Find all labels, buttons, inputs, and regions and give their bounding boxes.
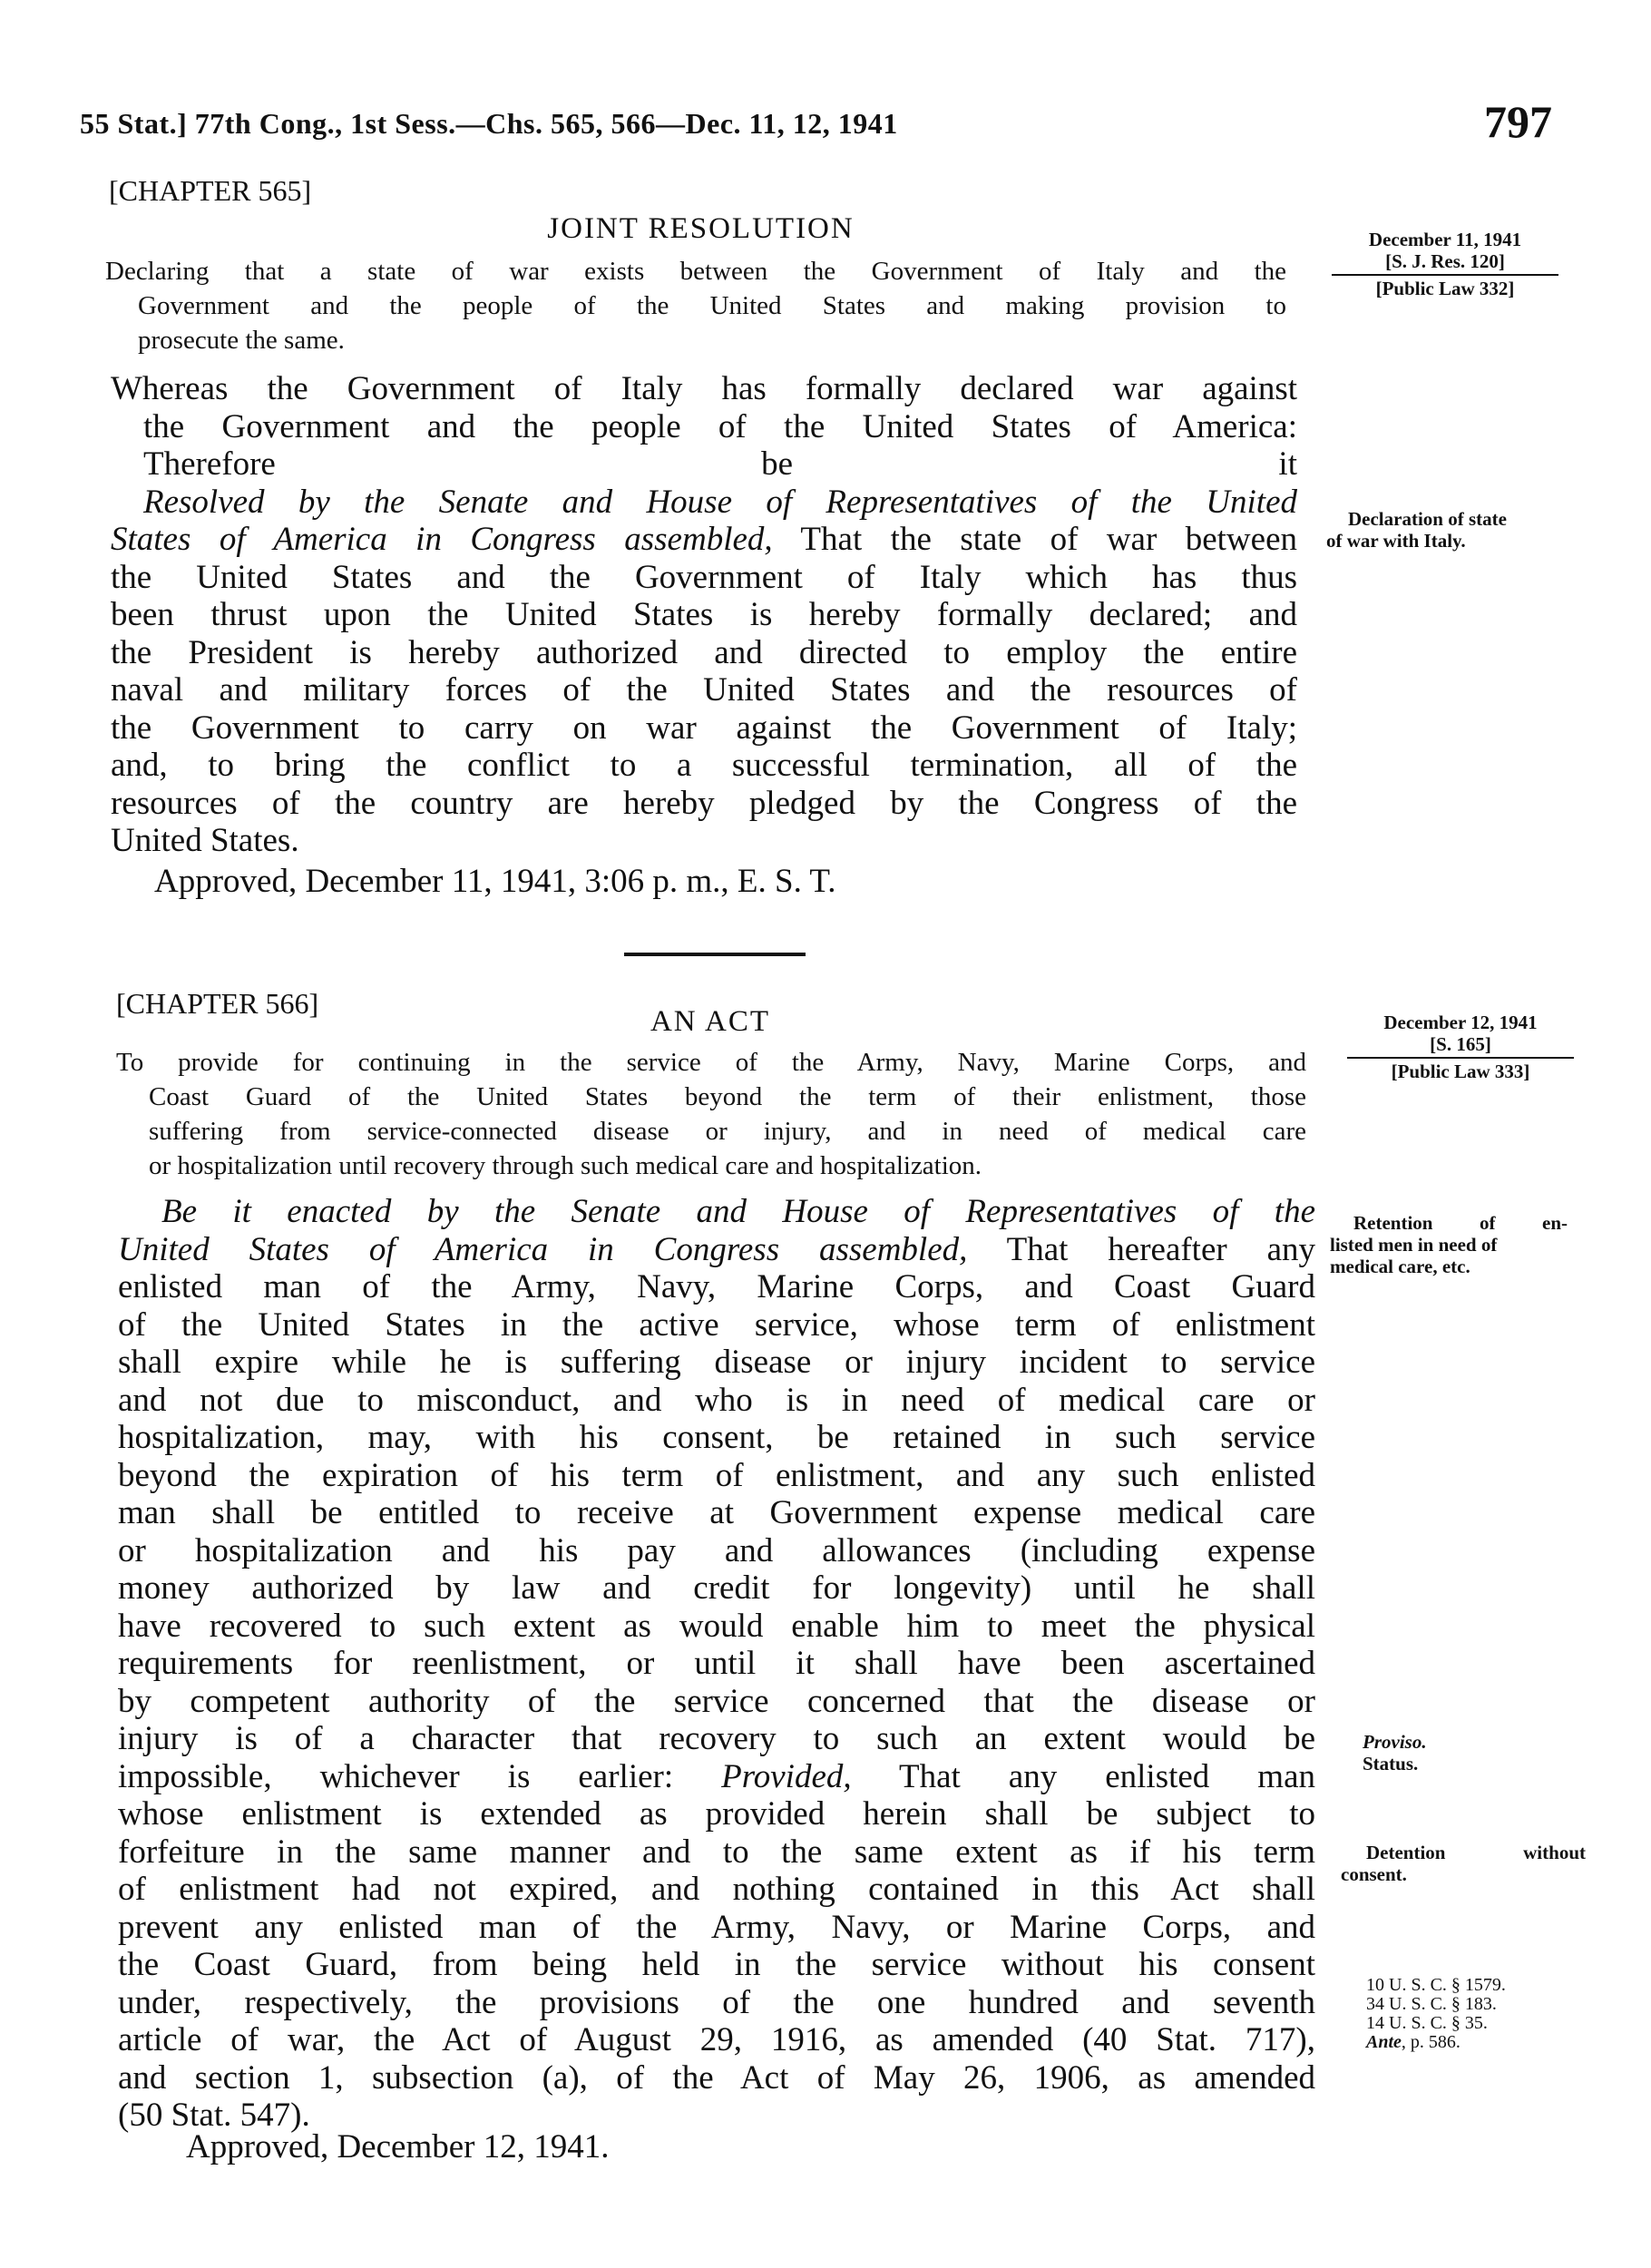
margin-note-line: listed men in need of	[1330, 1234, 1498, 1256]
body-line	[118, 1193, 1315, 1231]
body-line	[118, 1306, 1315, 1344]
body-line	[118, 1569, 1315, 1608]
body-line	[111, 445, 1297, 484]
text: shall expire while he is suffering disease or injury incident to service	[118, 1344, 1315, 1381]
text: have recovered to such extent as would enable him to meet the physical	[118, 1607, 1315, 1645]
body-line	[111, 634, 1297, 672]
chapter-566-margin-citation	[1347, 1012, 1574, 1082]
body-line	[111, 747, 1297, 785]
text: article of war, the Act of August 29, 1916, as amended (40 Stat. 717),	[118, 2021, 1315, 2058]
text: the Government and the people of the United States of America:	[143, 407, 1297, 445]
text: of the United States in the active service, whose term of enlistment	[118, 1305, 1315, 1344]
running-head: 55 Stat.] 77th Cong., 1st Sess.—Chs. 565, 566—Dec. 11, 12, 1941	[80, 107, 898, 140]
body-line	[118, 1268, 1315, 1306]
text: money authorized by law and credit for longevity) until he shall	[118, 1569, 1315, 1607]
text: man shall be entitled to receive at Government expense medical care	[118, 1494, 1315, 1531]
body-line	[118, 1758, 1315, 1796]
text: beyond the expiration of his term of enlistment, and any such enlisted	[118, 1456, 1315, 1494]
text: That the state of war between	[772, 521, 1297, 558]
text: the Government to carry on war against the Government of Italy;	[111, 709, 1297, 747]
text: of enlistment had not expired, and nothing contained in this Act shall	[118, 1871, 1315, 1908]
margin-divider	[1347, 1057, 1574, 1059]
title-line: suffering from service-connected disease or injury, and in need of medical care	[149, 1117, 1306, 1146]
body-line	[118, 1382, 1315, 1420]
citation: 10 U. S. C. § 1579.	[1366, 1975, 1506, 1995]
text: whose enlistment is extended as provided herein shall be subject to	[118, 1795, 1315, 1833]
body-line	[118, 1419, 1315, 1457]
text: the Coast Guard, from being held in the service without his consent	[118, 1946, 1315, 1983]
body-line	[111, 408, 1297, 446]
chapter-565-margin-citation	[1332, 229, 1558, 299]
margin-note-detention	[1341, 1842, 1586, 1885]
italic-text: States of America in Congress assembled,	[111, 521, 773, 558]
body-line	[118, 1909, 1315, 1947]
chapter-566-body	[118, 1193, 1315, 2135]
margin-note-line: medical care, etc.	[1330, 1256, 1470, 1277]
body-line	[118, 1344, 1315, 1382]
citation: 34 U. S. C. § 183.	[1366, 1994, 1497, 2014]
text: hospitalization, may, with his consent, be retained in such service	[118, 1419, 1315, 1456]
margin-bill: [S. J. Res. 120]	[1385, 250, 1505, 272]
chapter-566-title	[116, 1045, 1306, 1183]
joint-resolution-heading: JOINT RESOLUTION	[547, 212, 855, 245]
chapter-565-title	[105, 254, 1286, 357]
margin-date: December 12, 1941	[1383, 1012, 1538, 1033]
italic-text: United States of America in Congress assembled,	[118, 1230, 968, 1268]
body-line	[118, 1231, 1315, 1269]
body-line	[118, 1683, 1315, 1721]
body-line	[111, 822, 1297, 860]
body-line	[118, 1833, 1315, 1872]
text: and section 1, subsection (a), of the Act of May 26, 1906, as amended	[118, 2058, 1315, 2097]
citation: 14 U. S. C. § 35.	[1366, 2013, 1488, 2033]
title-line: To provide for continuing in the service of the Army, Navy, Marine Corps, and	[116, 1048, 1306, 1077]
body-line	[111, 709, 1297, 748]
body-line	[111, 596, 1297, 634]
italic-text: Be it enacted by the Senate and House of Representatives of the	[161, 1193, 1315, 1230]
margin-public-law: [Public Law 332]	[1375, 278, 1515, 299]
margin-note-line: Detention without	[1366, 1842, 1586, 1863]
body-line	[118, 1608, 1315, 1646]
citation-ante: Ante	[1366, 2032, 1402, 2052]
margin-note-declaration	[1326, 508, 1571, 552]
title-line: or hospitalization until recovery through such medical care and hospitalization.	[149, 1151, 982, 1180]
text: requirements for reenlistment, or until it shall have been ascertained	[118, 1645, 1315, 1682]
margin-proviso: Proviso.	[1363, 1731, 1427, 1753]
body-line	[118, 1946, 1315, 1984]
margin-code-citations	[1366, 1976, 1506, 2052]
body-line	[118, 1795, 1315, 1833]
title-line: Coast Guard of the United States beyond the term of their enlistment, those	[149, 1082, 1306, 1111]
text: injury is of a character that recovery to such an extent would be	[118, 1720, 1315, 1757]
body-line	[118, 1457, 1315, 1495]
text: been thrust upon the United States is hereby formally declared; and	[111, 596, 1297, 633]
title-line: Government and the people of the United States and making provision to	[138, 291, 1286, 320]
body-line	[111, 521, 1297, 559]
title-line: prosecute the same.	[138, 326, 345, 355]
chapter-565-label: [CHAPTER 565]	[109, 174, 312, 207]
chapter-566-approved: Approved, December 12, 1941.	[186, 2128, 610, 2165]
body-line	[118, 1494, 1315, 1532]
text: That any enlisted man	[851, 1757, 1315, 1795]
body-line	[118, 2021, 1315, 2059]
text: the President is hereby authorized and directed to employ the entire	[111, 633, 1297, 671]
body-line	[118, 1871, 1315, 1909]
text: Whereas the Government of Italy has formally declared war against	[111, 370, 1297, 407]
text: Therefore be it	[143, 445, 1297, 483]
citation-page: , p. 586.	[1401, 2032, 1460, 2052]
text: the United States and the Government of Italy which has thus	[111, 558, 1297, 596]
margin-public-law: [Public Law 333]	[1391, 1061, 1530, 1082]
body-line	[111, 559, 1297, 597]
text: naval and military forces of the United States and the resources of	[111, 671, 1297, 709]
text: or hospitalization and his pay and allowances (including expense	[118, 1531, 1315, 1569]
italic-text: Resolved by the Senate and House of Representatives of the United	[143, 483, 1297, 521]
body-line	[118, 1984, 1315, 2022]
chapter-565-body	[111, 370, 1297, 860]
margin-divider	[1332, 274, 1558, 276]
section-divider	[624, 953, 806, 956]
margin-note-retention	[1330, 1212, 1568, 1277]
italic-text: Provided,	[721, 1757, 852, 1795]
body-line	[111, 785, 1297, 823]
citation	[1366, 2033, 1506, 2052]
body-line	[111, 671, 1297, 709]
margin-note-line: Declaration of state	[1348, 508, 1507, 530]
text: impossible, whichever is earlier:	[118, 1757, 722, 1795]
text: resources of the country are hereby pledged by the Congress of the	[111, 784, 1297, 822]
chapter-566-label: [CHAPTER 566]	[116, 987, 319, 1020]
text: United States.	[111, 822, 299, 859]
body-line	[111, 370, 1297, 408]
margin-note-line: of war with Italy.	[1326, 530, 1466, 552]
text: enlisted man of the Army, Navy, Marine Corps, and Coast Guard	[118, 1268, 1315, 1305]
text: forfeiture in the same manner and to the same extent as if his term	[118, 1833, 1315, 1871]
body-line	[111, 484, 1297, 522]
text: and, to bring the conflict to a successful termination, all of the	[111, 747, 1297, 784]
margin-note-proviso	[1363, 1731, 1427, 1774]
title-line: Declaring that a state of war exists between the Government of Italy and the	[105, 257, 1286, 286]
page-number: 797	[1484, 96, 1552, 147]
margin-bill: [S. 165]	[1430, 1033, 1491, 1055]
margin-note-line: Retention of en-	[1353, 1212, 1568, 1234]
body-line	[118, 2059, 1315, 2097]
chapter-565-approved: Approved, December 11, 1941, 3:06 p. m., E. S. T.	[154, 863, 836, 900]
body-line	[118, 1645, 1315, 1683]
text: and not due to misconduct, and who is in need of medical care or	[118, 1381, 1315, 1419]
text: (50 Stat. 547).	[118, 2097, 310, 2134]
margin-date: December 11, 1941	[1368, 229, 1522, 250]
body-line	[118, 1720, 1315, 1758]
text: by competent authority of the service concerned that the disease or	[118, 1682, 1315, 1720]
text: prevent any enlisted man of the Army, Navy, or Marine Corps, and	[118, 1908, 1315, 1946]
margin-status: Status.	[1363, 1753, 1419, 1774]
body-line	[118, 1532, 1315, 1570]
an-act-heading: AN ACT	[650, 1005, 771, 1038]
margin-note-line: consent.	[1341, 1863, 1407, 1885]
text: That hereafter any	[967, 1230, 1316, 1268]
text: under, respectively, the provisions of the one hundred and seventh	[118, 1983, 1315, 2021]
